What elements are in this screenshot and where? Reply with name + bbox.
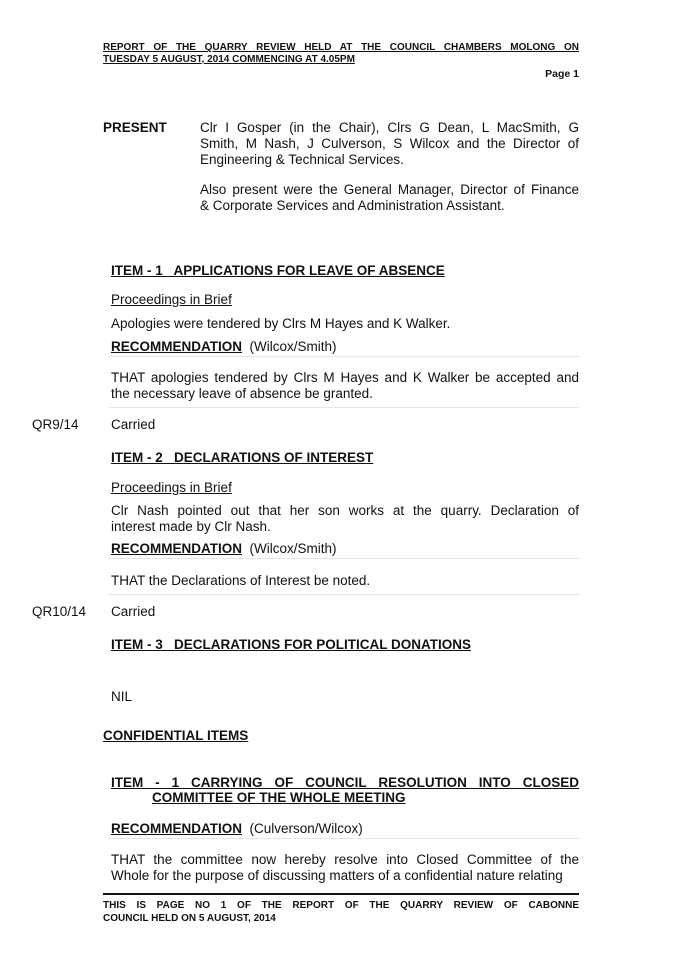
item1-result: Carried: [111, 417, 156, 432]
confidential-motion: [111, 852, 579, 884]
item2-motion-box-top: [108, 558, 580, 559]
confidential-recommendation: [111, 821, 363, 836]
item2-result: Carried: [111, 604, 156, 619]
item1-resolution-number: QR9/14: [32, 417, 79, 432]
item3-text: NIL: [111, 689, 133, 704]
present-attendees: [200, 120, 579, 168]
confidential-motion-line-2: Whole for the purpose of discussing matters of a confidential nature relating: [111, 868, 563, 883]
item1-rec-label: RECOMMENDATION: [111, 339, 242, 354]
item2-motion-box-bottom: [108, 594, 580, 595]
item1-motion-box-top: [108, 356, 580, 357]
confidential-rec-label: RECOMMENDATION: [111, 821, 242, 836]
page-number: Page 1: [545, 68, 579, 80]
confidential-heading: CONFIDENTIAL ITEMS: [103, 728, 249, 743]
item2-proceedings-label: Proceedings in Brief: [111, 480, 232, 495]
present-line-3: Engineering & Technical Services.: [200, 152, 404, 167]
present-label: PRESENT: [103, 120, 167, 135]
confidential-item-heading: [111, 775, 579, 805]
confidential-motion-line-1: THAT the committee now hereby resolve into Closed Committee of the: [111, 852, 579, 867]
also-line-1: Also present were the General Manager, Director of Finance: [200, 182, 579, 197]
item2-rec-by: (Wilcox/Smith): [249, 541, 337, 556]
present-line-1: Clr I Gosper (in the Chair), Clrs G Dean, L MacSmith, G: [200, 120, 579, 135]
report-header: [103, 42, 579, 66]
item2-rec-label: RECOMMENDATION: [111, 541, 242, 556]
item1-motion-line-2: the necessary leave of absence be granted.: [111, 386, 373, 401]
item2-text-line-1: Clr Nash pointed out that her son works at the quarry. Declaration of: [111, 503, 579, 518]
item1-recommendation: [111, 339, 337, 354]
item1-text: Apologies were tendered by Clrs M Hayes and K Walker.: [111, 316, 451, 331]
item2-heading: ITEM - 2 DECLARATIONS OF INTEREST: [111, 450, 374, 465]
item3-heading: ITEM - 3 DECLARATIONS FOR POLITICAL DONATIONS: [111, 637, 471, 652]
item1-proceedings-label: Proceedings in Brief: [111, 292, 232, 307]
item1-heading: ITEM - 1 APPLICATIONS FOR LEAVE OF ABSENCE: [111, 263, 445, 278]
item2-motion: THAT the Declarations of Interest be noted.: [111, 573, 371, 588]
item1-motion-box-bottom: [108, 407, 580, 408]
footer-rule: [103, 893, 579, 895]
header-line-2: TUESDAY 5 AUGUST, 2014 COMMENCING AT 4.05PM: [103, 54, 355, 65]
item2-resolution-number: QR10/14: [32, 604, 87, 619]
item2-text-line-2: interest made by Clr Nash.: [111, 519, 271, 534]
also-present: [200, 182, 579, 214]
present-line-2: Smith, M Nash, J Culverson, S Wilcox and the Director of: [200, 136, 579, 151]
confidential-motion-box-top: [108, 838, 580, 839]
footer-line-1: THIS IS PAGE NO 1 OF THE REPORT OF THE QUARRY REVIEW OF CABONNE: [103, 900, 579, 911]
item1-motion-line-1: THAT apologies tendered by Clrs M Hayes and K Walker be accepted and: [111, 370, 579, 385]
item2-text: [111, 503, 579, 535]
confidential-item-heading-line-1: ITEM - 1 CARRYING OF COUNCIL RESOLUTION INTO CLOSED: [111, 775, 579, 790]
item2-recommendation: [111, 541, 337, 556]
confidential-item-heading-line-2: COMMITTEE OF THE WHOLE MEETING: [152, 790, 406, 805]
also-line-2: & Corporate Services and Administration Assistant.: [200, 198, 505, 213]
item1-rec-by: (Wilcox/Smith): [249, 339, 337, 354]
item1-motion: [111, 370, 579, 402]
header-line-1: REPORT OF THE QUARRY REVIEW HELD AT THE COUNCIL CHAMBERS MOLONG ON: [103, 42, 579, 53]
report-footer: [103, 899, 579, 925]
footer-line-2: COUNCIL HELD ON 5 AUGUST, 2014: [103, 913, 276, 924]
confidential-rec-by: (Culverson/Wilcox): [249, 821, 363, 836]
